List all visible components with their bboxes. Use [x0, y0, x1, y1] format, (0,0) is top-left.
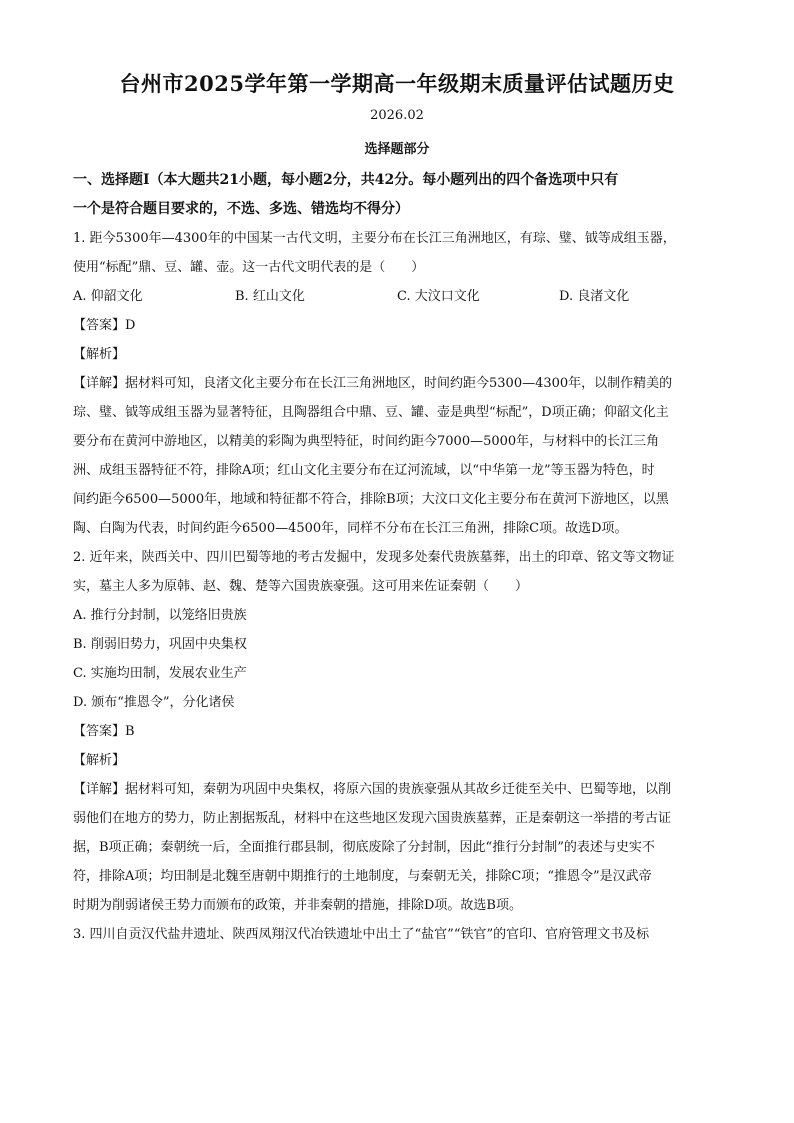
detail-line: 【详解】据材料可知，秦朝为巩固中央集权，将原六国的贵族豪强从其故乡迁徙至关中、巴蜀等地，以削 [73, 782, 672, 797]
option-b: B. 削弱旧势力，巩固中央集权 [73, 637, 247, 652]
answer-label: 【答案】D [73, 318, 136, 333]
analysis-label: 【解析】 [73, 347, 126, 362]
detail-line: 洲、成组玉器特征不符，排除A项；红山文化主要分布在辽河流域，以“中华第一龙”等玉器为特色，时 [73, 463, 655, 478]
detail-line: 【详解】据材料可知，良渚文化主要分布在长江三角洲地区，时间约距今5300—4300年，以制作精美的 [73, 376, 673, 391]
detail-line: 时期为削弱诸侯王势力而颁布的政策，并非秦朝的措施，排除D项。故选B项。 [73, 898, 522, 913]
option-d: D. 颁布“推恩令”，分化诸侯 [73, 695, 235, 710]
option-c: C. 实施均田制，发展农业生产 [73, 666, 247, 681]
instruction-heading-line: 一个是符合题目要求的，不选、多选、错选均不得分） [73, 201, 409, 217]
question-stem-line: 实，墓主人多为原韩、赵、魏、楚等六国贵族豪强。这可用来佐证秦朝（ ） [73, 579, 529, 594]
detail-line: 琮、璧、钺等成组玉器为显著特征，且陶器组合中鼎、豆、罐、壶是典型“标配”，D项正确；仰韶文化主 [73, 405, 669, 420]
document-body [73, 166, 723, 949]
question-stem-line: 使用“标配”鼎、豆、罐、壶。这一古代文明代表的是（ ） [73, 260, 425, 275]
question-2 [73, 543, 723, 920]
question-1 [73, 224, 723, 543]
detail-line: 陶、白陶为代表，时间约距今6500—4500年，同样不分布在长江三角洲，排除C项。故选D项。 [73, 521, 628, 536]
question-stem-line: 1. 距今5300年—4300年的中国某一古代文明，主要分布在长江三角洲地区，有琮、璧、钺等成组玉器， [73, 231, 676, 246]
option-row [73, 282, 723, 311]
option-d: D. 良渚文化 [559, 289, 630, 304]
question-3 [73, 920, 723, 949]
option-a: A. 仰韶文化 [73, 289, 143, 304]
question-stem-line: 2. 近年来，陕西关中、四川巴蜀等地的考古发掘中，发现多处秦代贵族墓葬，出土的印章、铭文等文物证 [73, 550, 675, 565]
exam-date: 2026.02 [370, 108, 424, 123]
instruction-heading-line: 一、选择题Ⅰ（本大题共21小题，每小题2分，共42分。每小题列出的四个备选项中只有 [73, 172, 619, 188]
page-title: 台州市2025学年第一学期高一年级期末质量评估试题历史 [119, 71, 675, 96]
option-b: B. 红山文化 [235, 289, 305, 304]
detail-line: 据，B项正确；秦朝统一后，全面推行郡县制，彻底废除了分封制，因此“推行分封制”的表述与史实不 [73, 840, 655, 855]
detail-line: 符，排除A项；均田制是北魏至唐朝中期推行的土地制度，与秦朝无关，排除C项；“推恩令”是汉武帝 [73, 869, 652, 884]
detail-line: 弱他们在地方的势力，防止割据叛乱，材料中在这些地区发现六国贵族墓葬，正是秦朝这一举措的考古证 [73, 811, 672, 826]
option-a: A. 推行分封制，以笼络旧贵族 [73, 608, 247, 623]
answer-label: 【答案】B [73, 724, 135, 739]
detail-line: 要分布在黄河中游地区，以精美的彩陶为典型特征，时间约距今7000—5000年，与材料中的长江三角 [73, 434, 660, 449]
question-stem-line: 3. 四川自贡汉代盐井遗址、陕西凤翔汉代冶铁遗址中出土了“盐官”“铁官”的官印、官府管理文书及标 [73, 927, 650, 942]
section-title: 选择题部分 [364, 142, 430, 157]
detail-line: 间约距今6500—5000年，地域和特征都不符合，排除B项；大汶口文化主要分布在黄河下游地区，以黑 [73, 492, 669, 507]
option-c: C. 大汶口文化 [397, 289, 480, 304]
analysis-label: 【解析】 [73, 753, 126, 768]
